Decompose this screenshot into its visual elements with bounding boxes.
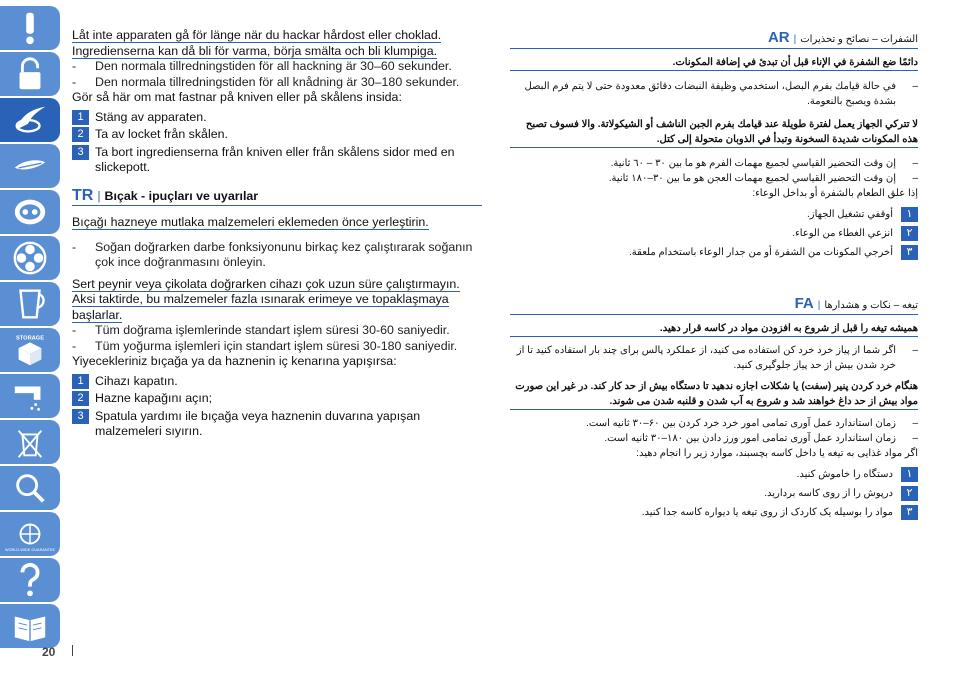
tr-step	[72, 391, 482, 407]
ar-section-title: الشفرات – نصائح و تحذيرات	[800, 34, 918, 45]
step-text: Hazne kapağını açın;	[95, 391, 213, 405]
ar-step	[510, 245, 918, 260]
fa-section-title: تیغه – نکات و هشدارها	[824, 300, 918, 311]
page-number-divider	[72, 645, 73, 656]
step-number: 1	[72, 110, 89, 125]
tr-warning-2b: Aksi taktirde, bu malzemeler fazla ısınarak erimeye ve topaklaşmaya başlarlar.	[72, 292, 449, 322]
tap-icon[interactable]	[0, 374, 60, 418]
tr-section-title: Bıçak - ipuçları ve uyarılar	[104, 188, 259, 203]
whisk-icon[interactable]	[0, 190, 60, 234]
ar-dash-1: – في حالة قيامك بفرم البصل، استخدمي وظيفة النبضات دقائق معدودة حتى لا يتم فرم البصل بشدة ويصبح بالنعومة.	[510, 79, 918, 109]
ar-section-header	[510, 30, 918, 49]
step-number: 2	[72, 127, 89, 142]
tr-warning-2a: Sert peynir veya çikolata doğrarken cihazı çok uzun süre çalıştırmayın.	[72, 276, 460, 291]
step-number: ٣	[901, 245, 918, 260]
ar-warning-1: دائمًا ضع الشفرة في الإناء قبل أن تبدئ في إضافة المكونات.	[510, 55, 918, 71]
guarantee-label: WORLD-WIDE GUARANTEE	[5, 548, 56, 553]
page-number: 20	[42, 645, 56, 659]
exclamation-icon[interactable]	[0, 6, 60, 50]
step-text: مواد را بوسیله یک کاردک از روی تیغه یا دیواره کاسه جدا کنید.	[641, 507, 893, 518]
manual-icon[interactable]	[0, 604, 60, 648]
fa-step	[510, 467, 918, 482]
ar-dash-2: – إن وقت التحضير القياسي لجميع مهمات الفرم هو ما بين ٣٠ – ٦٠ ثانية.	[510, 156, 918, 171]
sv-warning-line1: Låt inte apparaten gå för länge när du hackar hårdost eller choklad.	[72, 28, 442, 42]
recycle-bin-icon[interactable]	[0, 420, 60, 464]
magnifier-icon[interactable]	[0, 466, 60, 510]
ar-language-code: AR	[767, 29, 790, 46]
ar-separator: |	[793, 34, 797, 45]
ar-intro: إذا علق الطعام بالشفرة أو بداخل الوعاء:	[752, 188, 918, 199]
sv-warning	[72, 28, 482, 59]
sv-warning-line2: Ingredienserna kan då bli för varma, börja smälta och bli klumpiga.	[72, 43, 438, 58]
sv-step	[72, 127, 482, 143]
fa-warning-2: هنگام خرد کردن پنیر (سفت) یا شکلات اجازه ندهید تا دستگاه بیش از حد کار کند. در غیر این صورت مواد بیش از حد داغ خواهند شد و شروع به آب شدن و قلنبه شدن می شوند.	[510, 379, 918, 410]
step-text: أخرجي المكونات من الشفرة أو من جدار الوعاء باستخدام ملعقة.	[629, 247, 893, 258]
sv-dash-1: - Den normala tillredningstiden för all hackning är 30–60 sekunder.	[72, 59, 482, 75]
disc-icon[interactable]	[0, 144, 60, 188]
fan-disc-icon[interactable]	[0, 236, 60, 280]
step-text: أوقفي تشغيل الجهاز.	[806, 209, 893, 220]
blade-icon[interactable]	[0, 98, 60, 142]
fa-warning-1: همیشه تیغه را قبل از شروع به افزودن مواد در کاسه قرار دهید.	[510, 321, 918, 337]
ar-dash-3: – إن وقت التحضير القياسي لجميع مهمات العجن هو ما بين ٣٠–١٨٠ ثانية.	[510, 171, 918, 186]
step-text: Spatula yardımı ile bıçağa veya haznenin duvarına yapışan malzemeleri sıyırın.	[95, 408, 421, 438]
ar-warning-2: لا تتركي الجهاز يعمل لفترة طويلة عند قيامك بفرم الجبن الناشف أو الشيكولاتة. والا فسوف تصبح هذه المكونات شديدة السخونة وتبدأ في الذوبان متحولة إلى كتل.	[510, 117, 918, 148]
fa-dash-1: – اگر شما از پیاز خرد خرد کن استفاده می کنید، از عملکرد پالس برای چند بار استفاده کنید تا از خرد شدن بیش از حد پیاز جلوگیری کنید.	[510, 343, 918, 373]
tr-warning-1: Bıçağı hazneye mutlaka malzemeleri eklemeden önce yerleştirin.	[72, 215, 429, 229]
step-text: دستگاه را خاموش کنید.	[796, 469, 893, 480]
step-text: Ta av locket från skålen.	[95, 127, 228, 141]
fa-step	[510, 505, 918, 520]
step-text: انزعي الغطاء من الوعاء.	[792, 228, 893, 239]
step-number: 2	[72, 391, 89, 406]
step-number: 3	[72, 145, 89, 160]
fa-step	[510, 486, 918, 501]
fa-section	[510, 296, 918, 524]
step-number: ۳	[901, 505, 918, 520]
fa-dash-2: – زمان استاندارد عمل آوری تمامی امور خرد خرد کردن بین ۶۰–۳۰ ثانیه است.	[510, 416, 918, 431]
sv-step	[72, 145, 482, 176]
lock-icon[interactable]	[0, 52, 60, 96]
tr-dash-1: - Soğan doğrarken darbe fonksiyonunu birkaç kez çalıştırarak soğanın çok ince doğranmasını önleyin.	[72, 240, 482, 271]
step-number: ٢	[901, 226, 918, 241]
step-number: ۱	[901, 467, 918, 482]
storage-label: STORAGE	[15, 335, 45, 342]
tr-dash-3: - Tüm yoğurma işlemleri için standart işlem süresi 30-180 saniyedir.	[72, 339, 482, 355]
tr-step	[72, 374, 482, 390]
fa-language-code: FA	[794, 295, 814, 312]
question-icon[interactable]	[0, 558, 60, 602]
step-number: ۲	[901, 486, 918, 501]
ar-step	[510, 207, 918, 222]
fa-dash-3: – زمان استاندارد عمل آوری تمامی امور ورز دادن بین ۱۸۰–۳۰ ثانیه است.	[510, 431, 918, 446]
step-text: Ta bort ingredienserna från kniven eller från skålens sidor med en slickepott.	[95, 144, 455, 174]
step-number: 3	[72, 409, 89, 424]
tr-dash-2: - Tüm doğrama işlemlerinde standart işlem süresi 30-60 saniyedir.	[72, 323, 482, 339]
tr-section-header	[72, 188, 482, 207]
sv-intro: Gör så här om mat fastnar på kniven eller på skålens insida:	[72, 90, 402, 104]
fa-section-header	[510, 296, 918, 315]
step-number: ١	[901, 207, 918, 222]
jug-icon[interactable]	[0, 282, 60, 326]
step-number: 1	[72, 374, 89, 389]
world-guarantee-icon[interactable]	[0, 512, 60, 556]
fa-separator: |	[817, 300, 821, 311]
tr-language-code: TR	[72, 186, 94, 204]
step-text: Stäng av apparaten.	[95, 109, 207, 124]
left-column	[72, 28, 482, 442]
storage-icon[interactable]	[0, 328, 60, 372]
sv-step	[72, 110, 482, 126]
ar-section	[510, 30, 918, 264]
ar-step	[510, 226, 918, 241]
fa-intro: اگر مواد غذایی به تیغه یا داخل کاسه بچسبند، موارد زیر را انجام دهید:	[636, 448, 918, 459]
tr-intro: Yiyecekleriniz bıçağa ya da haznenin iç kenarına yapışırsa:	[72, 354, 397, 368]
tr-separator: |	[97, 188, 101, 203]
step-text: درپوش را از روی کاسه بردارید.	[764, 488, 893, 499]
tr-step	[72, 409, 482, 440]
sidebar	[0, 0, 60, 673]
step-text: Cihazı kapatın.	[95, 373, 178, 388]
sv-dash-2: - Den normala tillredningstiden för all knådning är 30–180 sekunder.	[72, 75, 482, 91]
